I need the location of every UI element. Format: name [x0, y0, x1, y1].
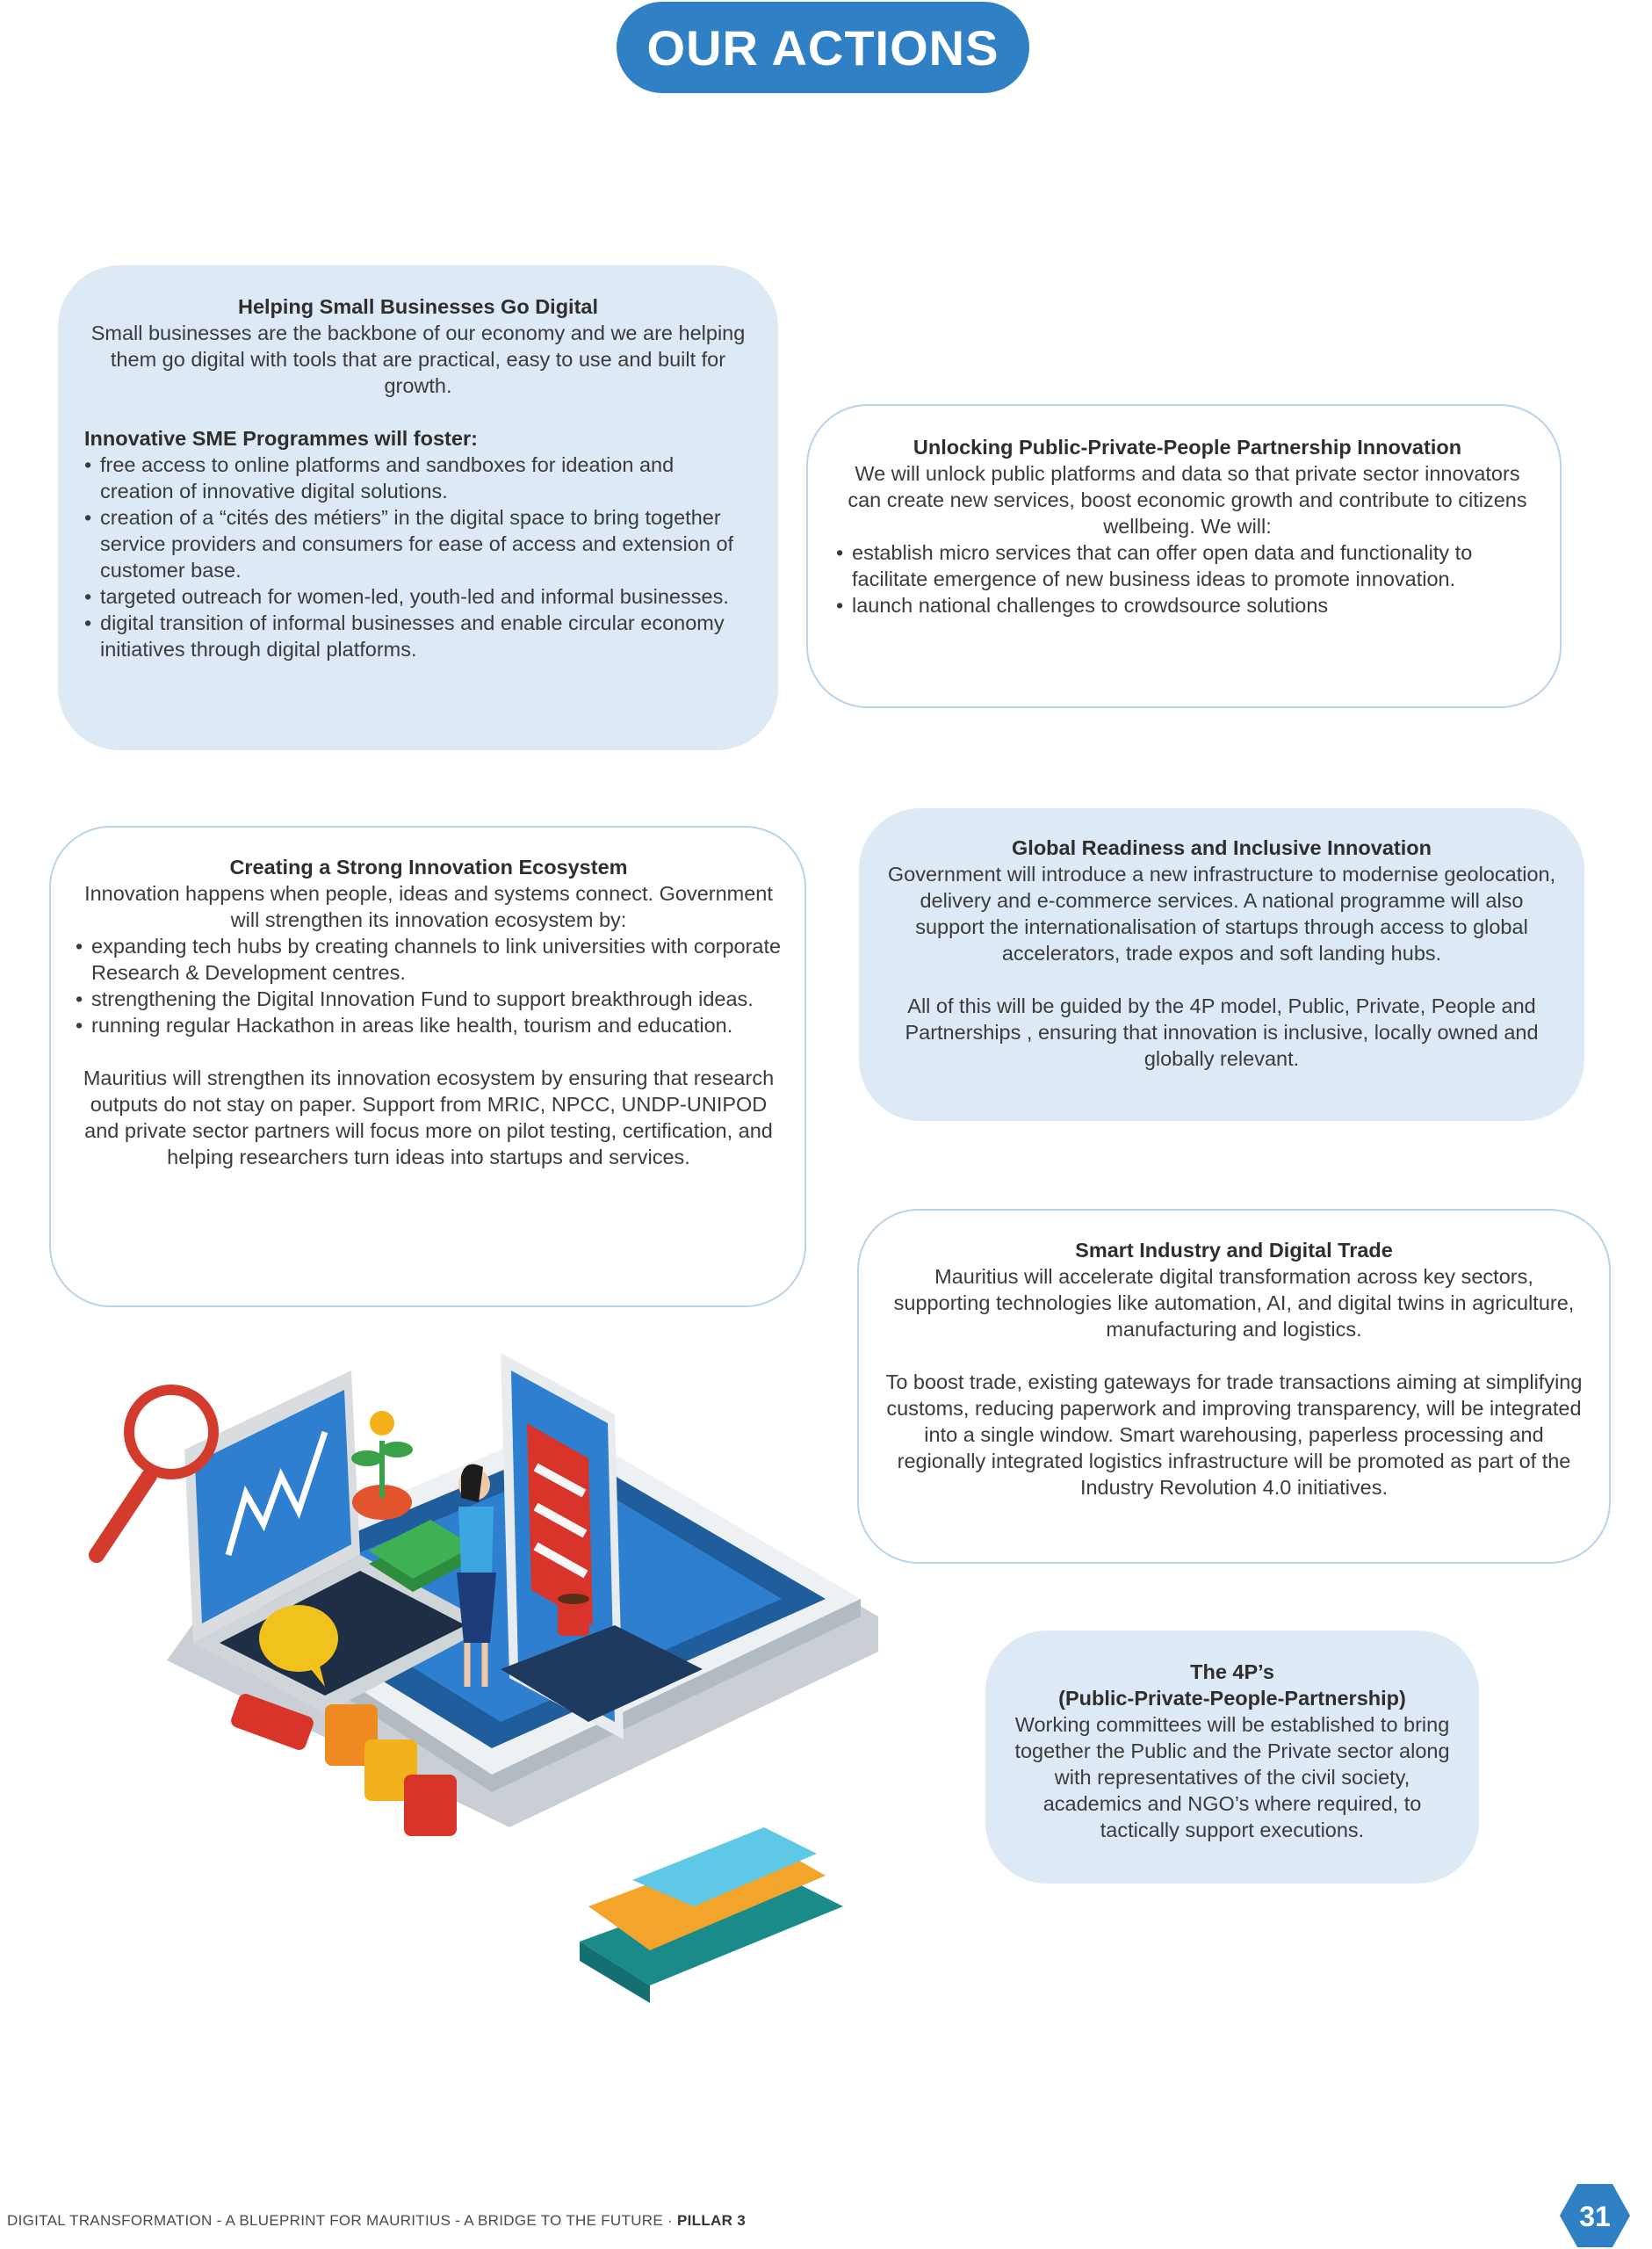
card-title: Helping Small Businesses Go Digital	[237, 295, 599, 318]
card-body: Working committees will be established to bring together the Public and the Private sector along with representatives of the civil society, academics and NGO’s where required, to tactically support executions.	[1014, 1713, 1450, 1841]
page-title: OUR ACTIONS	[617, 2, 1029, 93]
card-paragraph: Government will introduce a new infrastructure to modernise geolocation, delivery and e-commerce services. A national programme will also support the internationalisation of startups through access to global accelerators, trade expos and soft landing hubs.	[887, 863, 1556, 965]
bullet-list	[84, 452, 752, 662]
card-paragraph: Mauritius will accelerate digital transformation across key sectors, supporting technologies like automation, AI, and digital twins in agriculture, manufacturing and logistics.	[893, 1265, 1575, 1341]
card-innovation-ecosystem	[49, 826, 806, 1307]
card-small-business	[58, 265, 778, 750]
footer-text: DIGITAL TRANSFORMATION - A BLUEPRINT FOR MAURITIUS - A BRIDGE TO THE FUTURE ·	[7, 2212, 677, 2229]
list-item: • targeted outreach for women-led, youth-led and informal businesses.	[84, 583, 752, 610]
bullet-list	[76, 933, 782, 1038]
list-item: • strengthening the Digital Innovation Fund to support breakthrough ideas.	[76, 986, 782, 1012]
card-global-readiness	[859, 808, 1584, 1121]
footer-pillar: PILLAR 3	[677, 2212, 746, 2229]
list-item: • running regular Hackathon in areas like health, tourism and education.	[76, 1012, 782, 1038]
plant-icon	[351, 1411, 413, 1520]
card-subtitle: (Public-Private-People-Partnership)	[1058, 1687, 1406, 1710]
footer	[7, 2212, 746, 2230]
card-intro: We will unlock public platforms and data so that private sector innovators can create new services, boost economic growth and contribute to citizens wellbeing. We will:	[848, 462, 1527, 538]
bullet-list	[836, 539, 1539, 618]
card-title: The 4P’s	[1190, 1660, 1274, 1683]
card-intro: Innovation happens when people, ideas and systems connect. Government will strengthen its innovation ecosystem by:	[84, 882, 773, 931]
card-closing: Mauritius will strengthen its innovation ecosystem by ensuring that research outputs do not stay on paper. Support from MRIC, NPCC, UNDP-UNIPOD and private sector partners will focus more on pilot testing, certification, and helping researchers turn ideas into startups and services.	[83, 1067, 775, 1168]
card-paragraph: All of this will be guided by the 4P model, Public, Private, People and Partnerships , ensuring that innovation is inclusive, locally owned and globally relevant.	[905, 994, 1539, 1070]
list-item: • launch national challenges to crowdsource solutions	[836, 592, 1539, 618]
card-title: Smart Industry and Digital Trade	[1075, 1239, 1393, 1262]
list-item: • digital transition of informal businesses and enable circular economy initiatives through digital platforms.	[84, 610, 752, 662]
page-number-badge	[1560, 2182, 1630, 2249]
list-item: • free access to online platforms and sandboxes for ideation and creation of innovative digital solutions.	[84, 452, 752, 504]
card-intro: Small businesses are the backbone of our economy and we are helping them go digital with tools that are practical, easy to use and built for growth.	[90, 322, 746, 397]
digital-business-illustration	[88, 1335, 1107, 2065]
card-paragraph: To boost trade, existing gateways for trade transactions aiming at simplifying customs, reducing paperwork and improving transparency, will be integrated into a single window. Smart warehousing, paperless processing and regionally integrated logistics infrastructure will be promoted as part of the Industry Revolution 4.0 initiatives.	[885, 1370, 1583, 1499]
card-ppp-innovation	[806, 404, 1562, 708]
coffee-cup-icon	[558, 1594, 589, 1636]
card-title: Global Readiness and Inclusive Innovation	[1012, 836, 1432, 859]
list-item: • creation of a “cités des métiers” in the digital space to bring together service providers and consumers for ease of access and extension of customer base.	[84, 504, 752, 583]
list-item: • establish micro services that can offer open data and functionality to facilitate emergence of new business ideas to promote innovation.	[836, 539, 1539, 592]
page-number: 31	[1579, 2201, 1611, 2232]
card-title: Unlocking Public-Private-People Partnership Innovation	[913, 436, 1462, 459]
list-item: • expanding tech hubs by creating channels to link universities with corporate Research & Development centres.	[76, 933, 782, 986]
books-icon	[580, 1827, 843, 2003]
card-title: Creating a Strong Innovation Ecosystem	[229, 856, 628, 879]
card-subheading: Innovative SME Programmes will foster:	[84, 427, 478, 450]
